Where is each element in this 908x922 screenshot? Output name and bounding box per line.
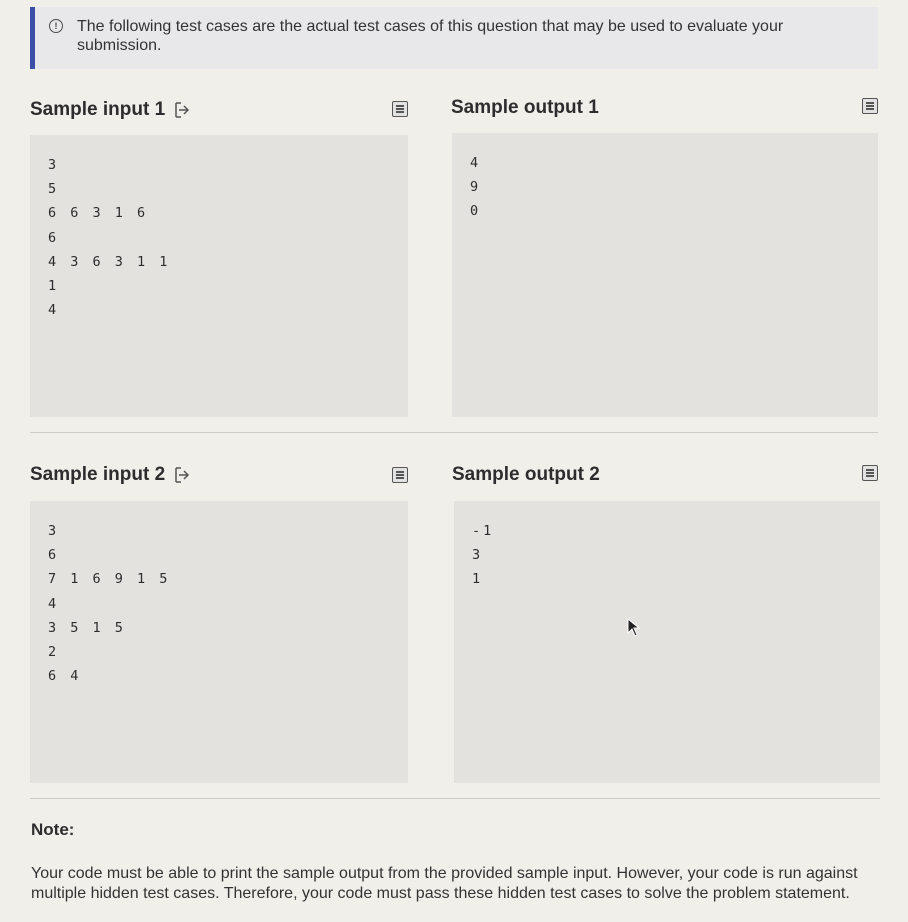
divider [30, 798, 880, 799]
sample-input-2-box [30, 501, 408, 783]
code-line: 4 [48, 302, 60, 319]
sample-output-2-box [454, 501, 880, 783]
code-line: 2 [48, 643, 60, 660]
code-line: -1 [472, 523, 495, 539]
sample-output-1-title [451, 97, 599, 119]
copy-input-1-icon[interactable] [392, 101, 408, 117]
code-line: 6 6 3 1 6 [48, 205, 149, 222]
mouse-cursor-icon [627, 618, 641, 638]
sample-output-2-label: Sample output 2 [452, 464, 600, 485]
code-line: 3 [472, 547, 484, 564]
code-line: 3 [48, 523, 60, 539]
code-line: 5 [48, 181, 60, 198]
code-line: 4 3 6 3 1 1 [48, 253, 171, 270]
info-text: The following test cases are the actual test cases of this question that may be used to evaluate your submission. [77, 18, 784, 54]
code-line: 1 [48, 277, 60, 294]
code-line: 0 [470, 203, 482, 220]
open-in-editor-icon[interactable] [173, 101, 191, 119]
code-line: 4 [48, 595, 60, 612]
open-in-editor-icon[interactable] [173, 466, 191, 484]
code-line: 9 [470, 179, 482, 196]
sample-input-1-title [30, 99, 191, 121]
sample-input-1-box [30, 135, 408, 417]
sample-output-2-title [452, 464, 600, 486]
info-banner [30, 7, 878, 69]
code-line: 6 4 [48, 668, 82, 685]
sample-input-2-label: Sample input 2 [30, 464, 166, 485]
info-icon: ! [49, 19, 63, 33]
copy-output-1-icon[interactable] [862, 98, 878, 114]
code-line: 3 [48, 157, 60, 173]
note-text: Your code must be able to print the sample output from the provided sample input. However, your code is run against multiple hidden test cases. Therefore, your code must pass these hidden test cases to solve the problem statement. [31, 865, 858, 902]
code-line: 7 1 6 9 1 5 [48, 571, 171, 588]
divider [30, 432, 878, 433]
note-title: Note: [31, 820, 75, 839]
sample-output-1-label: Sample output 1 [451, 97, 599, 118]
code-line: 1 [472, 571, 484, 588]
sample-input-2-title [30, 464, 191, 486]
code-line: 4 [470, 155, 482, 171]
code-line: 6 [48, 229, 60, 246]
sample-input-1-label: Sample input 1 [30, 99, 166, 120]
code-line: 6 [48, 547, 60, 564]
sample-output-1-box [452, 133, 878, 417]
copy-input-2-icon[interactable] [392, 467, 408, 483]
code-line: 3 5 1 5 [48, 619, 126, 636]
copy-output-2-icon[interactable] [862, 465, 878, 481]
